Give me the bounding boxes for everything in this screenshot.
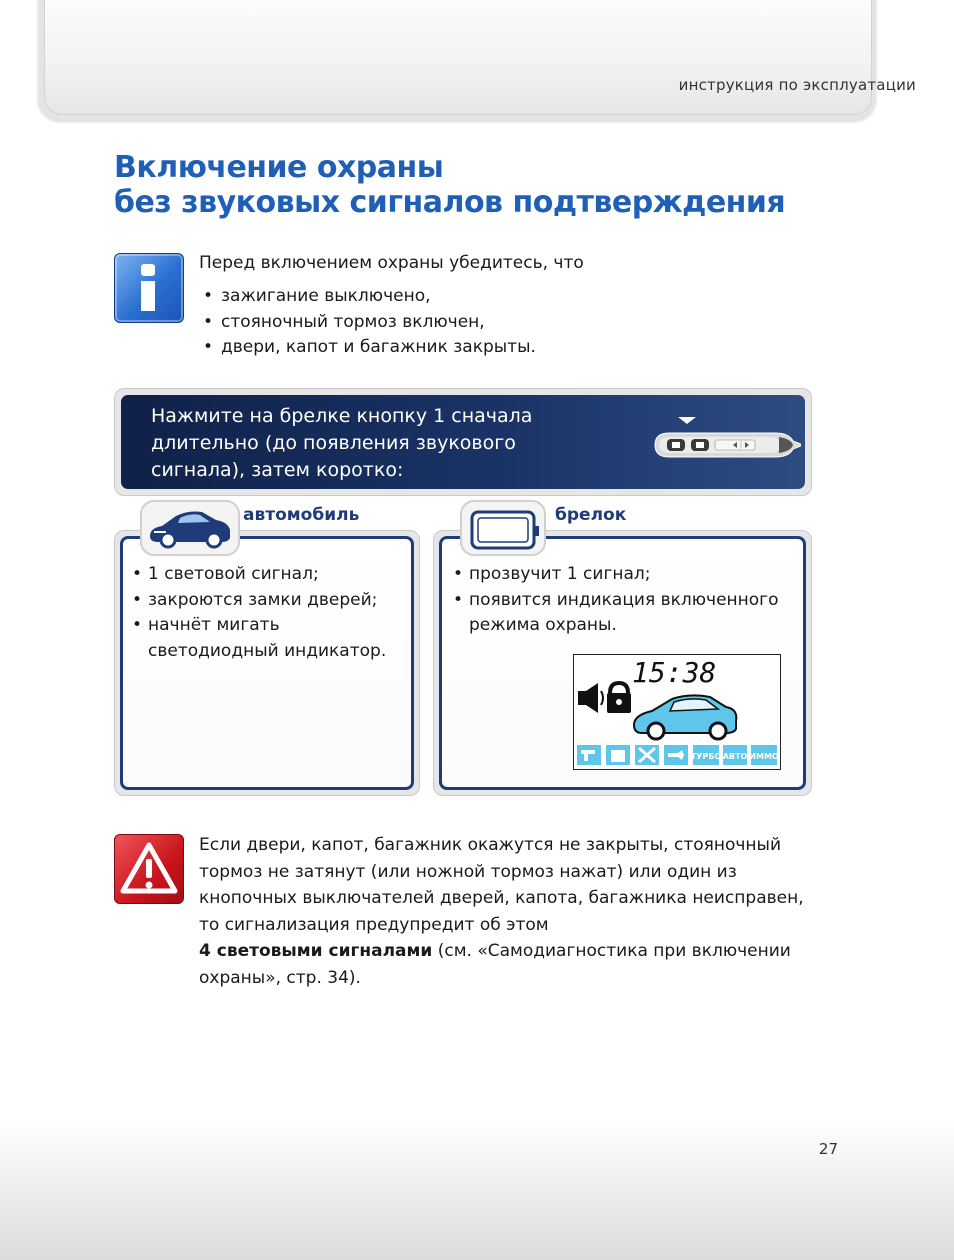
list-item: • 1 световой сигнал;	[132, 562, 402, 588]
car-badge	[140, 500, 240, 556]
instruction-banner	[114, 388, 812, 496]
precheck-intro: Перед включением охраны убедитесь, что	[199, 253, 584, 273]
list-item: • двери, капот и багажник закрыты.	[199, 335, 536, 361]
footer-band	[0, 1120, 954, 1260]
fob-badge	[460, 500, 546, 556]
list-item: • появится индикация включенного режима охраны.	[453, 588, 793, 639]
info-icon	[114, 253, 184, 323]
header-title: инструкция по эксплуатации	[678, 76, 916, 94]
warning-bold: 4 световыми сигналами	[199, 941, 433, 961]
siren-icon	[578, 683, 603, 713]
fob-lcd-display	[573, 654, 781, 770]
warning-text: Если двери, капот, багажник окажутся не закрыты, стояночный тормоз не затянут (или ножной тормоз нажат) или один из кнопочных выключателей дверей, капота, багажника неисправен, то сигнализация предупредит об этом 4 световыми сигналами (см. «Самодиагностика при включении охраны», стр. 34).	[199, 835, 804, 988]
fob-panel-label: брелок	[555, 505, 627, 525]
lcd-status-icons	[577, 745, 779, 765]
list-item: • зажигание выключено,	[199, 284, 536, 310]
car-icon	[142, 502, 238, 554]
car-display-icon	[634, 695, 736, 739]
page-title-line2: без звуковых сигналов подтверждения	[114, 185, 786, 220]
page-number: 27	[818, 1140, 838, 1158]
list-item: • закроются замки дверей;	[132, 588, 402, 614]
list-item: • прозвучит 1 сигнал;	[453, 562, 793, 588]
list-item: • стояночный тормоз включен,	[199, 310, 536, 336]
page-title-line1: Включение охраны	[114, 150, 444, 185]
svg-text:АВТО: АВТО	[722, 752, 748, 761]
banner-text: Нажмите на брелке кнопку 1 сначала длительно (до появления звукового сигнала), затем коротко:	[151, 405, 533, 481]
svg-text:ТУРБО: ТУРБО	[690, 752, 722, 761]
lcd-time: 15:38	[632, 656, 717, 689]
lock-icon	[607, 683, 631, 713]
key-fob-screen-icon	[462, 502, 544, 554]
precheck-list	[199, 284, 536, 361]
fob-result-list	[453, 562, 793, 639]
page-title	[114, 150, 785, 220]
header-band	[38, 0, 876, 120]
list-item: • начнёт мигать светодиодный индикатор.	[132, 613, 402, 664]
car-result-list	[132, 562, 402, 664]
car-panel-label: автомобиль	[243, 505, 360, 525]
key-fob-icon	[641, 415, 801, 475]
svg-text:ИММО: ИММО	[749, 752, 779, 761]
warning-icon	[114, 834, 184, 904]
